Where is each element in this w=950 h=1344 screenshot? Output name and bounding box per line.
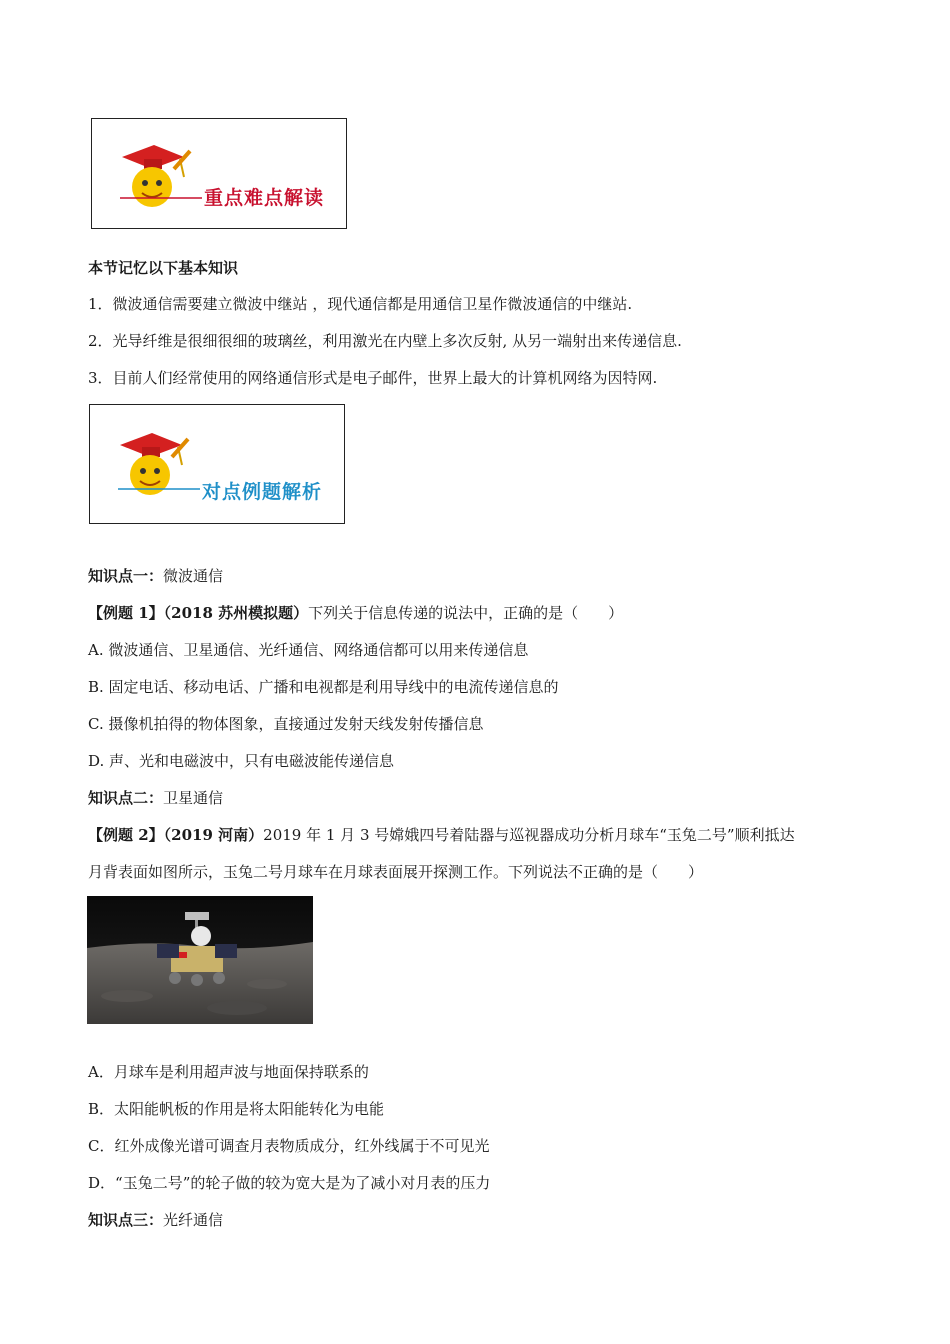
example-2-question: [88, 825, 795, 845]
intro-heading: 本节记忆以下基本知识: [88, 259, 239, 277]
kp1-label: 知识点一：: [88, 567, 164, 585]
mascot-icon: [92, 119, 348, 230]
ex2-option-c: C．红外成像光谱可调查月表物质成分，红外线属于不可见光: [88, 1137, 490, 1155]
kp3-text: 光纤通信: [163, 1211, 224, 1229]
kp1-text: 微波通信: [163, 567, 224, 585]
ex1-option-a: A. 微波通信、卫星通信、光纤通信、网络通信都可以用来传递信息: [88, 641, 529, 659]
intro-item-2: 2．光导纤维是很细很细的玻璃丝，利用激光在内壁上多次反射, 从另一端射出来传递信息.: [88, 332, 682, 350]
ex1-question: 下列关于信息传递的说法中，正确的是（ ）: [308, 604, 624, 622]
mascot-icon: [90, 405, 346, 525]
ex1-option-c: C. 摄像机拍得的物体图象，直接通过发射天线发射传播信息: [88, 715, 484, 733]
banner-key-points: [91, 118, 347, 229]
intro-item-1: 1．微波通信需要建立微波中继站 ，现代通信都是用通信卫星作微波通信的中继站.: [88, 295, 633, 313]
ex1-option-b: B. 固定电话、移动电话、广播和电视都是利用导线中的电流传递信息的: [88, 678, 559, 696]
ex1-option-d: D. 声、光和电磁波中，只有电磁波能传递信息: [88, 752, 395, 770]
knowledge-point-1: [88, 566, 223, 586]
kp3-label: 知识点三：: [88, 1211, 164, 1229]
ex2-option-a: A．月球车是利用超声波与地面保持联系的: [88, 1063, 369, 1081]
moon-rover-image: [87, 896, 313, 1024]
ex2-option-b: B．太阳能帆板的作用是将太阳能转化为电能: [88, 1100, 385, 1118]
kp2-text: 卫星通信: [163, 789, 224, 807]
knowledge-point-3: [88, 1210, 223, 1230]
ex1-source: （2018 苏州模拟题）: [163, 604, 309, 622]
ex2-tag: 【例题 2】: [88, 826, 164, 844]
ex2-option-d: D．“玉兔二号”的轮子做的较为宽大是为了减小对月表的压力: [88, 1174, 491, 1192]
intro-item-3: 3．目前人们经常使用的网络通信形式是电子邮件，世界上最大的计算机网络为因特网.: [88, 369, 658, 387]
ex2-source: （2019 河南）: [163, 826, 264, 844]
banner-examples-title: 对点例题解析: [202, 481, 323, 503]
example-1-question: [88, 603, 623, 623]
ex1-tag: 【例题 1】: [88, 604, 164, 622]
moon-rover-photo: [87, 896, 313, 1024]
knowledge-point-2: [88, 788, 223, 808]
ex2-question-line2: 月背表面如图所示，玉兔二号月球车在月球表面展开探测工作。下列说法不正确的是（ ）: [88, 863, 704, 881]
kp2-label: 知识点二：: [88, 789, 164, 807]
ex2-question-line1: 2019 年 1 月 3 号嫦娥四号着陆器与巡视器成功分析月球车“玉兔二号”顺利抵达: [263, 826, 795, 844]
banner-key-points-title: 重点难点解读: [204, 187, 325, 209]
banner-examples: [89, 404, 345, 524]
